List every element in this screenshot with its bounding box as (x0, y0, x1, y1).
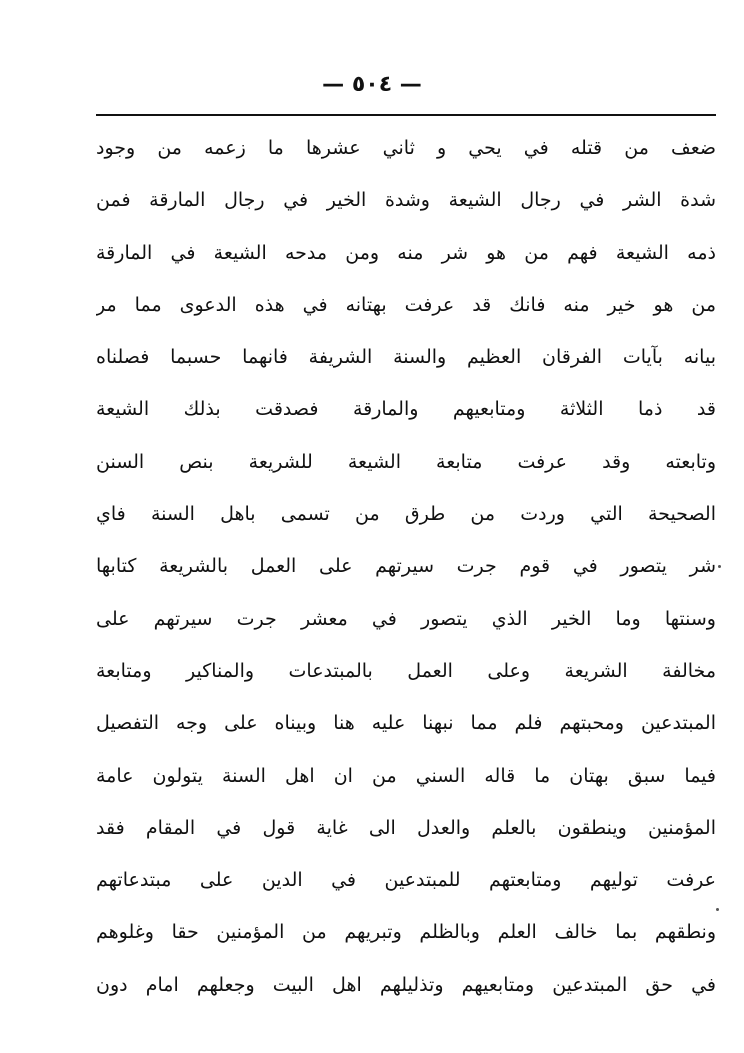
header-rule (96, 114, 716, 116)
text-line: بيانه بآيات الفرقان العظيم والسنة الشريفة فانهما حسبما فصلناه (96, 346, 716, 369)
text-line: شر يتصور في قوم جرت سيرتهم على العمل بالشريعة كتابها (96, 555, 716, 578)
body-text (96, 122, 716, 1011)
text-line: المؤمنين وينطقون بالعلم والعدل الى غاية قول في المقام فقد (96, 816, 716, 839)
text-line: قد ذما الثلاثة ومتابعيهم والمارقة فصدقت بذلك الشيعة (96, 398, 716, 421)
text-line: ضعف من قتله في يحي و ثاني عشرها ما زعمه من وجود (96, 137, 716, 159)
text-line: مخالفة الشريعة وعلى العمل بالمبتدعات والمناكير ومتابعة (96, 659, 716, 682)
text-line: عرفت توليهم ومتابعتهم للمبتدعين في الدين على مبتدعاتهم (96, 869, 716, 892)
page-number: — ٥٠٤ — (322, 72, 422, 97)
text-line: من هو خير منه فانك قد عرفت بهتانه في هذه الدعوى مما مر (96, 293, 716, 316)
scan-speck (716, 908, 719, 911)
text-line: فيما سبق بهتان ما قاله السني من ان اهل السنة يتولون عامة (96, 764, 716, 787)
text-line: الصحيحة التي وردت من طرق من تسمى باهل السنة فاي (96, 503, 716, 526)
text-line: ذمه الشيعة فهم من هو شر منه ومن مدحه الشيعة في المارقة (96, 241, 716, 264)
text-line: شدة الشر في رجال الشيعة وشدة الخير في رجال المارقة فمن (96, 189, 716, 212)
text-line: المبتدعين ومحبتهم فلم مما نبهنا عليه هنا وبيناه على وجه التفصيل (96, 712, 716, 735)
text-line: ونطقهم بما خالف العلم وبالظلم وتبريهم من المؤمنين حقا وغلوهم (96, 921, 716, 944)
scan-speck (718, 565, 721, 568)
text-line: في حق المبتدعين ومتابعيهم وتذليلهم اهل البيت وجعلهم امام دون (96, 973, 716, 996)
text-line: وتابعته وقد عرفت متابعة الشيعة للشريعة بنص السنن (96, 450, 716, 473)
text-line: وسنتها وما الخير الذي يتصور في معشر جرت سيرتهم على (96, 607, 716, 630)
